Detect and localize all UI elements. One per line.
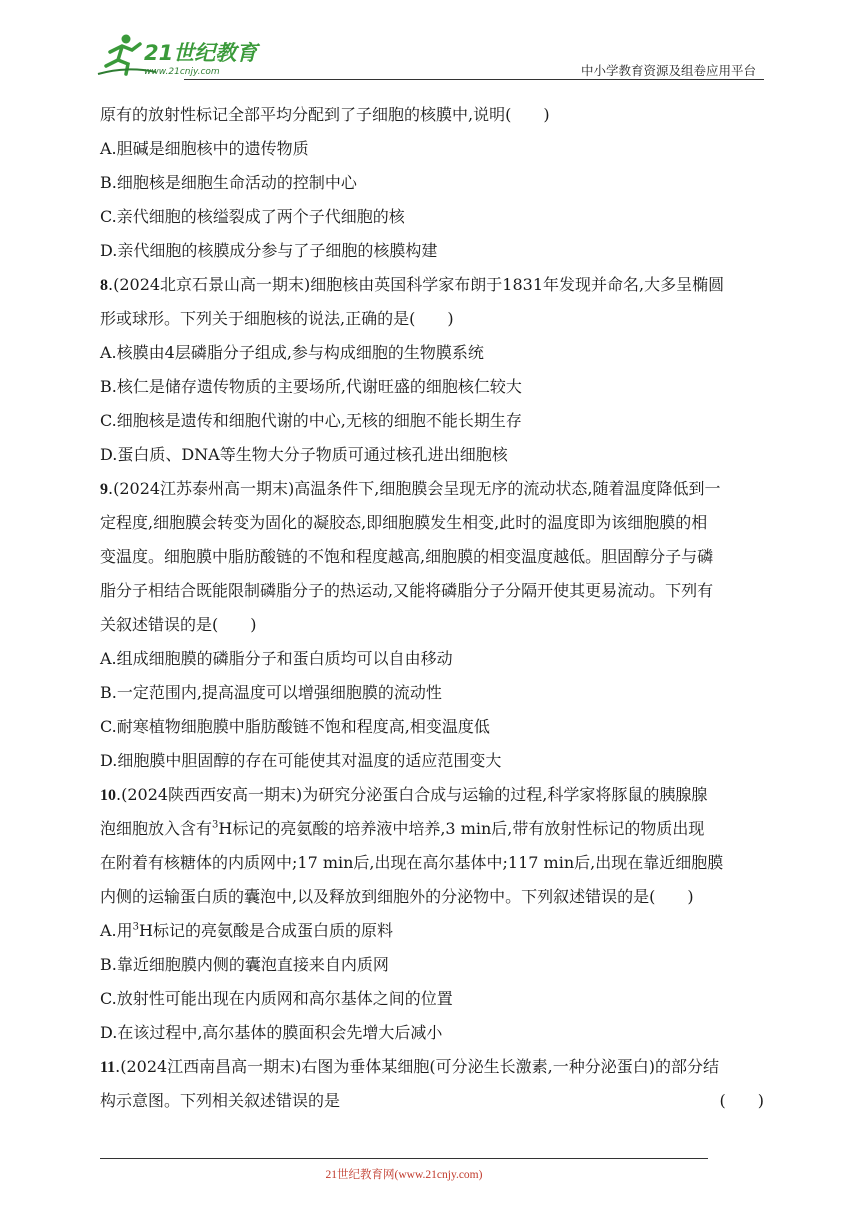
q10-option-a-text: H标记的亮氨酸是合成蛋白质的原料: [139, 921, 393, 940]
q10-option-a: [100, 914, 764, 948]
page-header: [96, 30, 764, 82]
q9-stem-line1: [100, 472, 764, 506]
q8-stem-line2: 形或球形。下列关于细胞核的说法,正确的是( ): [100, 309, 454, 328]
q10-stem-line3: 在附着有核糖体的内质网中;17 min后,出现在高尔基体中;117 min后,出现在靠近细胞膜: [100, 853, 724, 872]
q8-stem-text: .(2024北京石景山高一期末)细胞核由英国科学家布朗于1831年发现并命名,大多呈椭圆: [108, 275, 725, 294]
q10-option-d: D.在该过程中,高尔基体的膜面积会先增大后减小: [100, 1023, 443, 1042]
q10-number: 10: [100, 787, 116, 804]
q9-option-a: A.组成细胞膜的磷脂分子和蛋白质均可以自由移动: [100, 649, 453, 668]
question-content: [100, 98, 764, 1118]
q9-option-b: B.一定范围内,提高温度可以增强细胞膜的流动性: [100, 683, 442, 702]
q11-number: 11: [100, 1059, 116, 1076]
footer-divider: [100, 1158, 708, 1159]
q11-stem-line2: [100, 1084, 764, 1118]
q10-stem-line4: 内侧的运输蛋白质的囊泡中,以及释放到细胞外的分泌物中。下列叙述错误的是( ): [100, 887, 694, 906]
q9-number: 9: [100, 481, 108, 498]
q9-stem-line5: 关叙述错误的是( ): [100, 615, 257, 634]
q8-number: 8: [100, 277, 108, 294]
q10-option-a-superscript: 3: [132, 921, 140, 933]
q7-option-c: C.亲代细胞的核缢裂成了两个子代细胞的核: [100, 207, 405, 226]
q10-option-a-text: A.用: [100, 921, 133, 940]
q10-text-part: H标记的亮氨酸的培养液中培养,3 min后,带有放射性标记的物质出现: [218, 819, 705, 838]
q10-option-c: C.放射性可能出现在内质网和高尔基体之间的位置: [100, 989, 453, 1008]
q7-stem-continued: 原有的放射性标记全部平均分配到了子细胞的核膜中,说明( ): [100, 105, 550, 124]
q9-stem-line2: 定程度,细胞膜会转变为固化的凝胶态,即细胞膜发生相变,此时的温度即为该细胞膜的相: [100, 513, 708, 532]
q9-stem-line4: 脂分子相结合既能限制磷脂分子的热运动,又能将磷脂分子分隔开使其更易流动。下列有: [100, 581, 714, 600]
q11-answer-paren: ( ): [719, 1091, 764, 1110]
q8-option-a: A.核膜由4层磷脂分子组成,参与构成细胞的生物膜系统: [100, 343, 484, 362]
q7-option-a: A.胆碱是细胞核中的遗传物质: [100, 139, 309, 158]
q9-option-c: C.耐寒植物细胞膜中脂肪酸链不饱和程度高,相变温度低: [100, 717, 490, 736]
q11-stem-text: .(2024江西南昌高一期末)右图为垂体某细胞(可分泌生长激素,一种分泌蛋白)的部分结: [115, 1057, 719, 1076]
q8-option-d: D.蛋白质、DNA等生物大分子物质可通过核孔进出细胞核: [100, 445, 508, 464]
q10-superscript: 3: [212, 819, 219, 831]
q9-stem-line3: 变温度。细胞膜中脂肪酸链的不饱和程度越高,细胞膜的相变温度越低。胆固醇分子与磷: [100, 547, 714, 566]
q8-option-b: B.核仁是储存遗传物质的主要场所,代谢旺盛的细胞核仁较大: [100, 377, 522, 396]
q10-text-part: 泡细胞放入含有: [100, 819, 213, 838]
q8-option-c: C.细胞核是遗传和细胞代谢的中心,无核的细胞不能长期生存: [100, 411, 522, 430]
header-platform-text: 中小学教育资源及组卷应用平台: [580, 63, 756, 78]
q10-option-b: B.靠近细胞膜内侧的囊泡直接来自内质网: [100, 955, 389, 974]
page-footer: 21世纪教育网(www.21cnjy.com): [325, 1169, 483, 1181]
q10-stem-line1: [100, 778, 764, 812]
q8-stem-line1: [100, 268, 764, 302]
q10-stem-line2: [100, 812, 764, 846]
q10-stem-text: .(2024陕西西安高一期末)为研究分泌蛋白合成与运输的过程,科学家将豚鼠的胰腺腺: [116, 785, 708, 804]
q9-stem-text: .(2024江苏泰州高一期末)高温条件下,细胞膜会呈现无序的流动状态,随着温度降低到一: [108, 479, 721, 498]
header-divider: [184, 79, 764, 80]
logo: [96, 30, 266, 80]
logo-url: www.21cnjy.com: [144, 67, 220, 77]
q7-option-d: D.亲代细胞的核膜成分参与了子细胞的核膜构建: [100, 241, 438, 260]
q7-option-b: B.细胞核是细胞生命活动的控制中心: [100, 173, 357, 192]
q11-stem-text: 构示意图。下列相关叙述错误的是: [100, 1091, 341, 1110]
q11-stem-line1: [100, 1050, 764, 1084]
q9-option-d: D.细胞膜中胆固醇的存在可能使其对温度的适应范围变大: [100, 751, 502, 770]
logo-text: 21世纪教育: [144, 41, 258, 65]
